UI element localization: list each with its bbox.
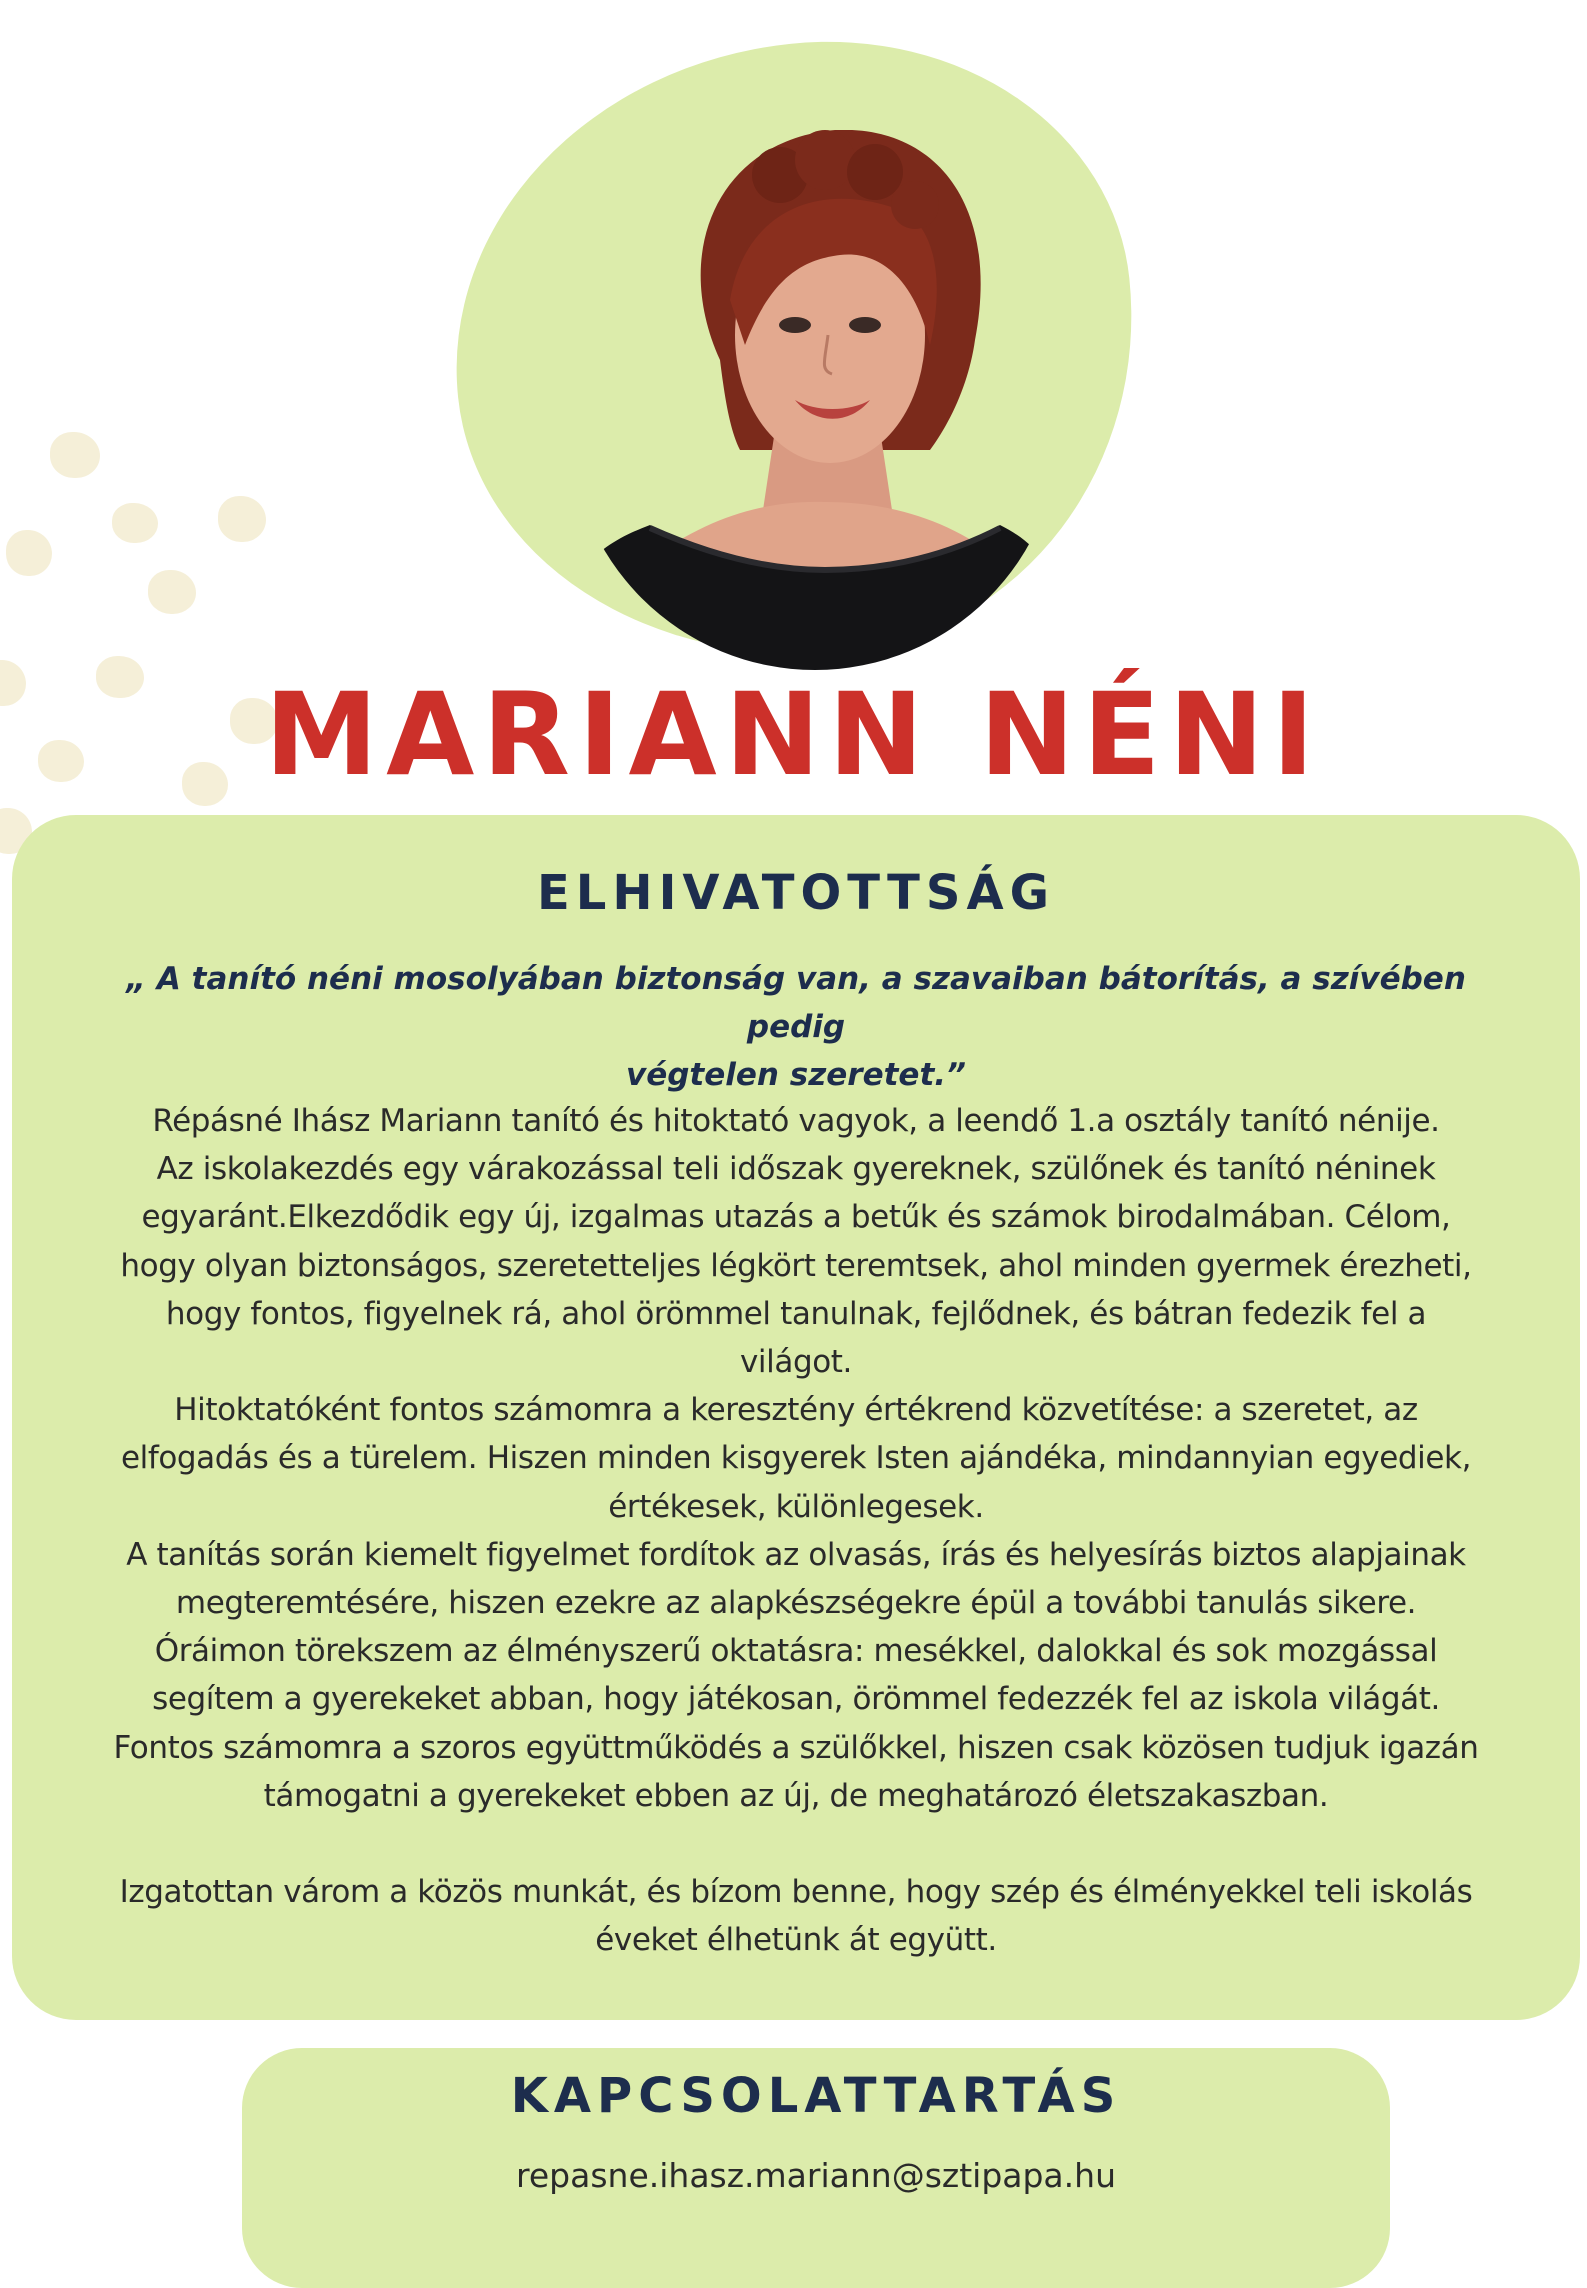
closing-line: éveket élhetünk át együtt. [595,1922,997,1959]
contact-title: KAPCSOLATTARTÁS [510,2068,1122,2124]
text-line: segítem a gyerekeket abban, hogy játékosan, örömmel fedezzék fel az iskola világát. [152,1681,1440,1718]
decorative-dot [112,503,158,543]
about-text [52,1097,1540,1964]
decorative-dot [6,530,52,576]
contact-email[interactable]: repasne.ihasz.mariann@sztipapa.hu [516,2156,1116,2195]
quote [72,955,1520,1099]
about-card [12,815,1580,2020]
text-line: Az iskolakezdés egy várakozással teli időszak gyereknek, szülőnek és tanító néninek [156,1151,1436,1188]
text-line: Óráimon törekszem az élményszerű oktatásra: mesékkel, dalokkal és sok mozgással [154,1633,1438,1670]
section-title: ELHIVATOTTSÁG [537,865,1055,921]
quote-line: végtelen szeretet.” [625,1057,967,1093]
text-line: értékesek, különlegesek. [608,1488,984,1525]
closing-line: Izgatottan várom a közös munkát, és bízom benne, hogy szép és élményekkel teli iskolás [119,1874,1473,1911]
text-line: hogy olyan biztonságos, szeretetteljes légkört teremtsek, ahol minden gyermek érezheti, [120,1247,1472,1284]
contact-card [242,2048,1390,2288]
text-line: A tanítás során kiemelt figyelmet fordítok az olvasás, írás és helyesírás biztos alapjainak [126,1536,1466,1573]
decorative-dot [50,432,100,478]
page-title: MARIANN NÉNI [264,668,1323,801]
decorative-dot [148,570,196,614]
text-line: Répásné Ihász Mariann tanító és hitoktató vagyok, a leendő 1.a osztály tanító nénije. [152,1103,1440,1139]
text-line: Hitoktatóként fontos számomra a keresztény értékrend közvetítése: a szeretet, az [174,1392,1418,1429]
text-line: Fontos számomra a szoros együttműködés a szülőkkel, hiszen csak közösen tudjuk igazán [113,1729,1479,1766]
profile-photo [570,130,1060,670]
text-line: világot. [739,1344,853,1381]
text-line: megteremtésére, hiszen ezekre az alapkészségekre épül a további tanulás sikere. [175,1585,1417,1622]
text-line: támogatni a gyerekeket ebben az új, de meghatározó életszakaszban. [263,1777,1329,1814]
decorative-dot [218,496,266,542]
text-line: hogy fontos, figyelnek rá, ahol örömmel tanulnak, fejlődnek, és bátran fedezik fel a [165,1295,1427,1332]
text-line: elfogadás és a türelem. Hiszen minden kisgyerek Isten ajándéka, mindannyian egyediek, [120,1440,1472,1477]
quote-line: „ A tanító néni mosolyában biztonság van, a szavaiban bátorítás, a szívében pedig [126,961,1466,1045]
text-line: egyaránt.Elkezdődik egy új, izgalmas utazás a betűk és számok birodalmában. Célom, [141,1199,1451,1236]
